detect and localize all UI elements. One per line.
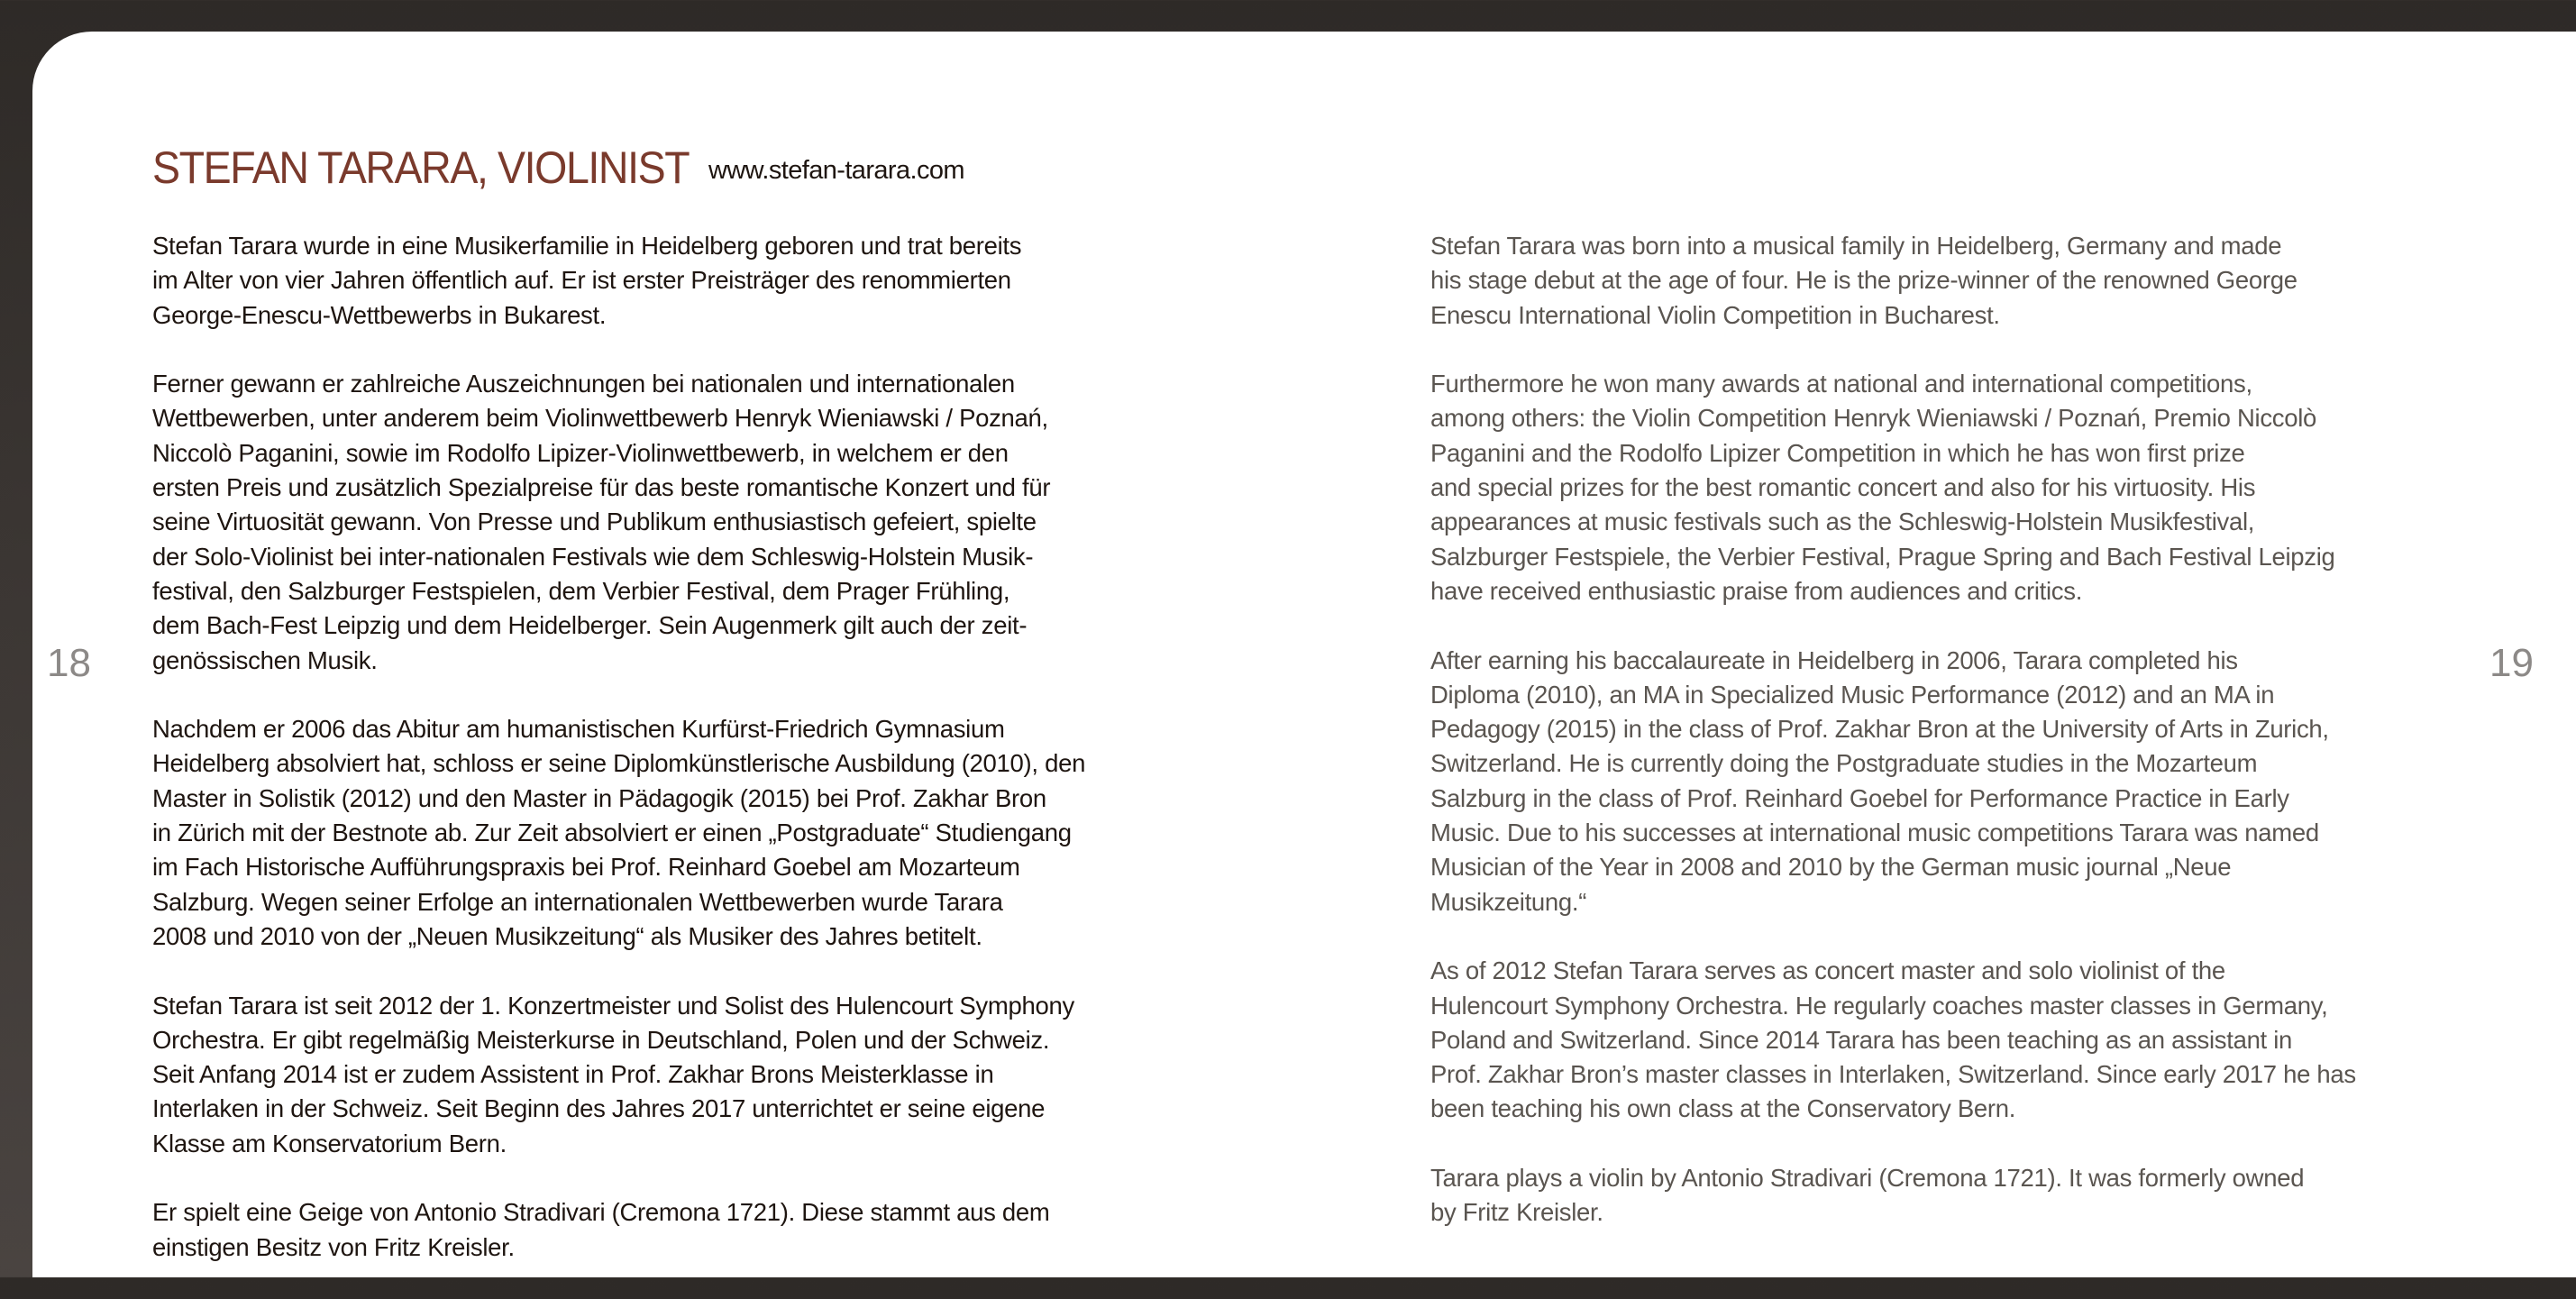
text-line: Seit Anfang 2014 ist er zudem Assistent in Prof. Zakhar Brons Meisterklasse in <box>152 1060 994 1089</box>
text-line: Musician of the Year in 2008 and 2010 by the German music journal „Neue <box>1430 853 2232 882</box>
text-line: festival, den Salzburger Festspielen, dem Verbier Festival, dem Prager Frühling, <box>152 576 1010 605</box>
english-paragraph <box>1430 1161 2356 1230</box>
text-line: Prof. Zakhar Bron’s master classes in Interlaken, Switzerland. Since early 2017 he has <box>1430 1060 2356 1089</box>
text-line: Salzburger Festspiele, the Verbier Festival, Prague Spring and Bach Festival Leipzig <box>1430 542 2335 571</box>
text-line: Stefan Tarara was born into a musical family in Heidelberg, Germany and made <box>1430 232 2282 260</box>
english-paragraph <box>1430 367 2356 608</box>
text-line: Diploma (2010), an MA in Specialized Music Performance (2012) and an MA in <box>1430 680 2275 709</box>
text-line: and special prizes for the best romantic concert and also for his virtuosity. His <box>1430 473 2256 502</box>
text-line: der Solo-Violinist bei inter-nationalen Festivals wie dem Schleswig-Holstein Musik- <box>152 542 1034 571</box>
text-line: Er spielt eine Geige von Antonio Stradivari (Cremona 1721). Diese stammt aus dem <box>152 1198 1050 1227</box>
text-line: im Alter von vier Jahren öffentlich auf. Er ist erster Preisträger des renommierten <box>152 266 1011 295</box>
text-line: Musikzeitung.“ <box>1430 887 1587 916</box>
text-line: seine Virtuosität gewann. Von Presse und Publikum enthusiastisch gefeiert, spielte <box>152 508 1037 536</box>
text-line: Orchestra. Er gibt regelmäßig Meisterkurse in Deutschland, Polen und der Schweiz. <box>152 1025 1050 1054</box>
text-line: dem Bach-Fest Leipzig und dem Heidelberger. Sein Augenmerk gilt auch der zeit- <box>152 611 1028 640</box>
german-paragraph <box>152 989 1085 1161</box>
text-line: have received enthusiastic praise from audiences and critics. <box>1430 576 2083 605</box>
german-paragraph <box>152 367 1085 678</box>
text-line: Stefan Tarara wurde in eine Musikerfamilie in Heidelberg geboren und trat bereits <box>152 232 1022 260</box>
text-line: Ferner gewann er zahlreiche Auszeichnungen bei nationalen und internationalen <box>152 370 1015 398</box>
english-paragraph <box>1430 954 2356 1126</box>
text-line: Tarara plays a violin by Antonio Stradivari (Cremona 1721). It was formerly owned <box>1430 1164 2305 1193</box>
text-line: im Fach Historische Aufführungspraxis bei Prof. Reinhard Goebel am Mozarteum <box>152 853 1020 882</box>
text-line: among others: the Violin Competition Henryk Wieniawski / Poznań, Premio Niccolò <box>1430 404 2317 433</box>
text-line: genössischen Musik. <box>152 645 378 674</box>
text-line: Interlaken in der Schweiz. Seit Beginn des Jahres 2017 unterrichtet er seine eigene <box>152 1094 1046 1123</box>
text-line: 2008 und 2010 von der „Neuen Musikzeitung“ als Musiker des Jahres betitelt. <box>152 921 982 950</box>
german-column <box>152 229 1085 1299</box>
english-paragraph <box>1430 229 2356 333</box>
text-line: As of 2012 Stefan Tarara serves as concert master and solo violinist of the <box>1430 956 2225 985</box>
text-line: Salzburg. Wegen seiner Erfolge an internationalen Wettbewerben wurde Tarara <box>152 887 1003 916</box>
page-number-left: 18 <box>47 641 91 685</box>
text-line: Wettbewerben, unter anderem beim Violinwettbewerb Henryk Wieniawski / Poznań, <box>152 404 1048 433</box>
text-line: Stefan Tarara ist seit 2012 der 1. Konzertmeister und Solist des Hulencourt Symphony <box>152 991 1074 1020</box>
text-line: Paganini and the Rodolfo Lipizer Competition in which he has won first prize <box>1430 438 2245 467</box>
page-title: STEFAN TARARA, VIOLINIST <box>152 142 690 193</box>
german-paragraph <box>152 1195 1085 1265</box>
english-paragraph <box>1430 644 2356 919</box>
text-line: Hulencourt Symphony Orchestra. He regularly coaches master classes in Germany, <box>1430 991 2328 1020</box>
text-line: Poland and Switzerland. Since 2014 Tarara has been teaching as an assistant in <box>1430 1025 2293 1054</box>
text-line: einstigen Besitz von Fritz Kreisler. <box>152 1232 515 1261</box>
text-line: in Zürich mit der Bestnote ab. Zur Zeit absolviert er einen „Postgraduate“ Studiengang <box>152 819 1072 847</box>
text-line: Switzerland. He is currently doing the Postgraduate studies in the Mozarteum <box>1430 749 2258 778</box>
brochure-spread <box>32 32 2576 1277</box>
website-link[interactable]: www.stefan-tarara.com <box>708 156 964 185</box>
text-line: Salzburg in the class of Prof. Reinhard Goebel for Performance Practice in Early <box>1430 783 2289 812</box>
text-line: his stage debut at the age of four. He is the prize-winner of the renowned George <box>1430 266 2297 295</box>
text-line: Master in Solistik (2012) und den Master in Pädagogik (2015) bei Prof. Zakhar Bron <box>152 783 1046 812</box>
german-paragraph <box>152 712 1085 954</box>
german-paragraph <box>152 229 1085 333</box>
text-line: Klasse am Konservatorium Bern. <box>152 1129 507 1157</box>
text-line: Niccolò Paganini, sowie im Rodolfo Lipizer-Violinwettbewerb, in welchem er den <box>152 438 1009 467</box>
header <box>152 142 964 194</box>
text-line: appearances at music festivals such as the Schleswig-Holstein Musikfestival, <box>1430 508 2255 536</box>
text-line: Heidelberg absolviert hat, schloss er seine Diplomkünstlerische Ausbildung (2010), den <box>152 749 1086 778</box>
text-line: After earning his baccalaureate in Heidelberg in 2006, Tarara completed his <box>1430 645 2238 674</box>
text-line: ersten Preis und zusätzlich Spezialpreise für das beste romantische Konzert und für <box>152 473 1051 502</box>
text-line: Music. Due to his successes at international music competitions Tarara was named <box>1430 819 2319 847</box>
text-line: Nachdem er 2006 das Abitur am humanistischen Kurfürst-Friedrich Gymnasium <box>152 715 1005 744</box>
page-number-right: 19 <box>2489 641 2534 685</box>
text-line: by Fritz Kreisler. <box>1430 1198 1603 1227</box>
text-line: Pedagogy (2015) in the class of Prof. Zakhar Bron at the University of Arts in Zurich, <box>1430 715 2329 744</box>
text-line: been teaching his own class at the Conservatory Bern. <box>1430 1094 2016 1123</box>
text-line: Enescu International Violin Competition in Bucharest. <box>1430 300 2000 329</box>
text-line: George-Enescu-Wettbewerbs in Bukarest. <box>152 300 607 329</box>
text-line: Furthermore he won many awards at national and international competitions, <box>1430 370 2252 398</box>
english-column <box>1430 229 2356 1265</box>
